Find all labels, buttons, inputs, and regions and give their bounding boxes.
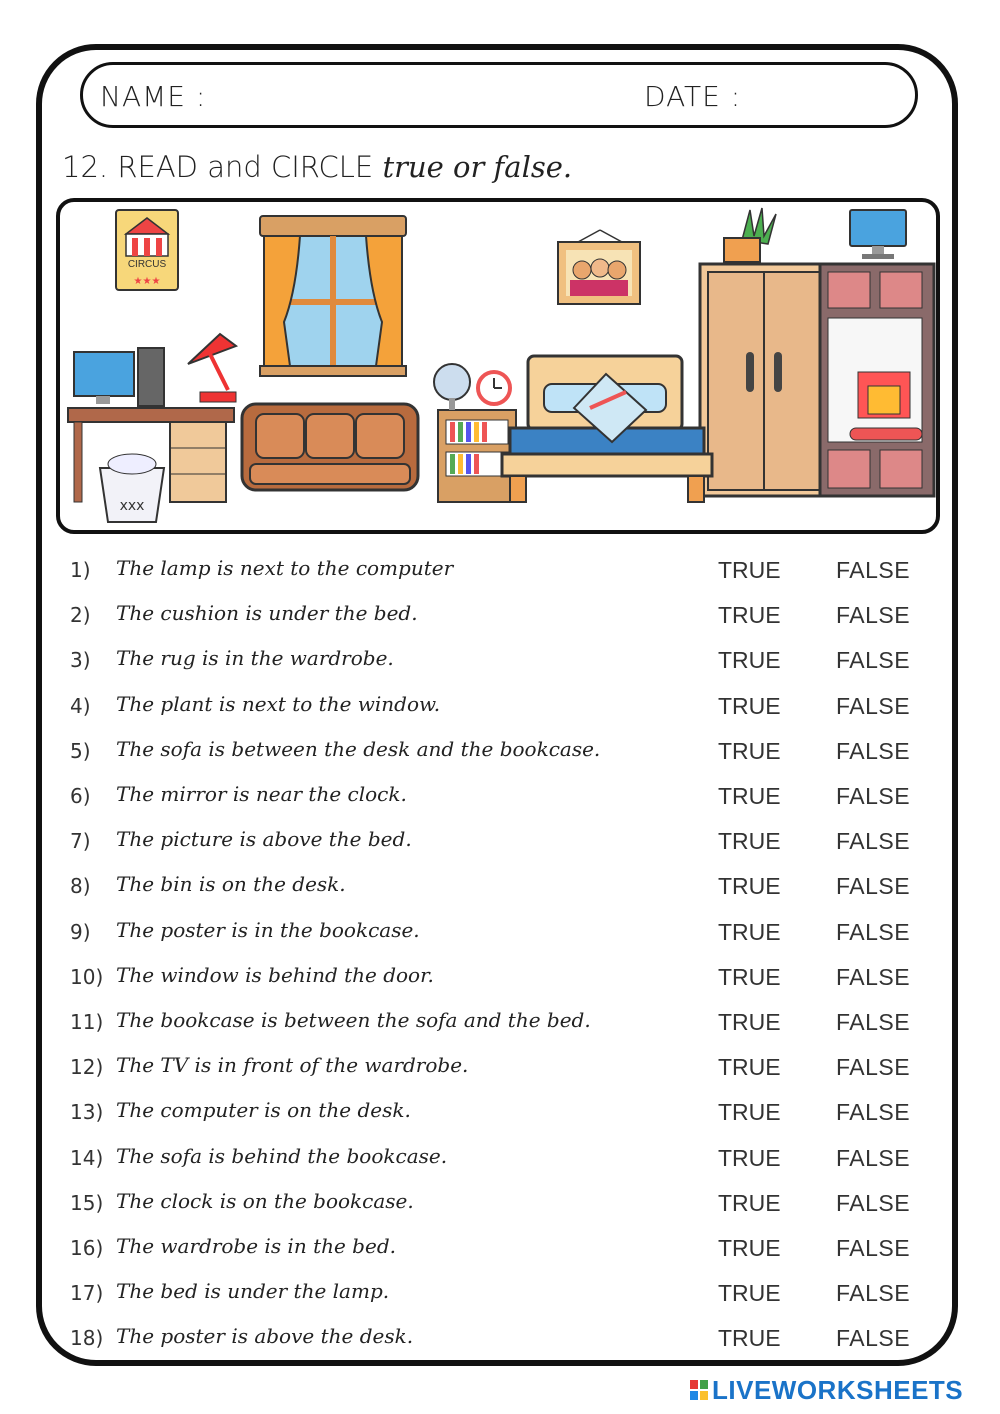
question-row — [60, 642, 940, 682]
question-number: 18) — [70, 1326, 104, 1351]
mirror — [434, 364, 470, 400]
sofa — [242, 404, 418, 490]
question-number: 8) — [70, 874, 91, 899]
question-number: 7) — [70, 829, 91, 854]
question-row — [60, 1004, 940, 1044]
brand-text: LIVEWORKSHEETS — [712, 1374, 964, 1405]
true-option[interactable]: TRUE — [718, 557, 781, 583]
question-row — [60, 688, 940, 728]
false-option[interactable]: FALSE — [836, 602, 911, 629]
true-option[interactable]: TRUE — [718, 873, 781, 900]
instruction-rest: true or false. — [382, 150, 573, 184]
question-text: The picture is above the bed. — [116, 827, 412, 852]
bedroom-illustration — [56, 198, 940, 534]
question-number: 14) — [70, 1145, 104, 1170]
question-text: The poster is above the desk. — [116, 1324, 414, 1349]
question-row — [60, 1320, 940, 1360]
false-option[interactable]: FALSE — [836, 1009, 911, 1035]
false-option[interactable]: FALSE — [836, 692, 911, 719]
monitor-on-wardrobe — [850, 210, 906, 259]
bed — [502, 356, 712, 502]
true-option[interactable]: TRUE — [718, 737, 781, 764]
question-text: The TV is in front of the wardrobe. — [116, 1053, 469, 1078]
true-option[interactable]: TRUE — [718, 647, 781, 674]
false-option[interactable]: FALSE — [836, 1235, 911, 1261]
question-text: The lamp is next to the computer — [116, 556, 454, 580]
false-option[interactable]: FALSE — [836, 873, 911, 900]
false-option[interactable]: FALSE — [836, 1144, 911, 1171]
question-number: 12) — [70, 1055, 104, 1080]
question-number: 17) — [70, 1281, 104, 1306]
question-row — [60, 1140, 940, 1180]
question-number: 5) — [70, 738, 91, 763]
question-number: 4) — [70, 693, 91, 718]
question-row — [60, 1230, 940, 1270]
question-row — [60, 597, 940, 637]
question-row — [60, 778, 940, 818]
question-number: 11) — [70, 1010, 104, 1034]
question-text: The bed is under the lamp. — [116, 1279, 390, 1304]
exercise-number: 12. — [62, 150, 109, 184]
true-option[interactable]: TRUE — [718, 602, 781, 629]
question-text: The bin is on the desk. — [116, 872, 346, 897]
true-option[interactable]: TRUE — [718, 828, 781, 855]
question-row — [60, 552, 940, 592]
question-number: 3) — [70, 648, 91, 673]
false-option[interactable]: FALSE — [836, 1189, 911, 1216]
question-row — [60, 959, 940, 999]
true-option[interactable]: TRUE — [718, 1235, 781, 1261]
question-number: 16) — [70, 1236, 104, 1260]
false-option[interactable]: FALSE — [836, 963, 911, 990]
question-text: The cushion is under the bed. — [116, 601, 418, 626]
true-option[interactable]: TRUE — [718, 1189, 781, 1216]
question-text: The rug is in the wardrobe. — [116, 646, 394, 671]
svg-text:★★★: ★★★ — [133, 276, 161, 287]
question-row — [60, 1049, 940, 1089]
question-text: The bookcase is between the sofa and the bed. — [116, 1008, 591, 1032]
true-option[interactable]: TRUE — [718, 1099, 781, 1126]
question-text: The plant is next to the window. — [116, 691, 441, 716]
question-number: 13) — [70, 1100, 104, 1125]
true-option[interactable]: TRUE — [718, 1009, 781, 1035]
question-number: 2) — [70, 603, 91, 628]
question-text: The window is behind the door. — [116, 962, 434, 987]
question-number: 15) — [70, 1190, 104, 1215]
question-text: The mirror is near the clock. — [116, 782, 407, 806]
false-option[interactable]: FALSE — [836, 647, 911, 674]
question-text: The computer is on the desk. — [116, 1098, 411, 1123]
bedroom-scene — [60, 202, 936, 530]
true-option[interactable]: TRUE — [718, 918, 781, 945]
true-option[interactable]: TRUE — [718, 963, 781, 990]
false-option[interactable]: FALSE — [836, 1054, 911, 1081]
true-option[interactable]: TRUE — [718, 1054, 781, 1081]
bookcase — [434, 364, 516, 502]
false-option[interactable]: FALSE — [836, 1325, 911, 1352]
date-label: DATE : — [644, 80, 742, 113]
false-option[interactable]: FALSE — [836, 1280, 911, 1307]
instruction-read: READ and CIRCLE — [117, 150, 374, 184]
family-picture — [558, 230, 640, 304]
false-option[interactable]: FALSE — [836, 918, 911, 945]
false-option[interactable]: FALSE — [836, 828, 911, 855]
instruction — [62, 150, 572, 184]
question-row — [60, 733, 940, 773]
wardrobe — [700, 264, 934, 496]
question-row — [60, 1275, 940, 1315]
question-text: The sofa is between the desk and the bookcase. — [116, 736, 601, 761]
question-row — [60, 1094, 940, 1134]
question-row — [60, 868, 940, 908]
false-option[interactable]: FALSE — [836, 557, 911, 583]
question-text: The wardrobe is in the bed. — [116, 1234, 396, 1258]
circus-poster — [116, 210, 178, 290]
question-number: 9) — [70, 919, 91, 944]
false-option[interactable]: FALSE — [836, 783, 911, 809]
question-number: 10) — [70, 964, 104, 989]
true-option[interactable]: TRUE — [718, 692, 781, 719]
true-option[interactable]: TRUE — [718, 783, 781, 809]
name-label: NAME : — [100, 80, 207, 113]
bin — [100, 454, 164, 522]
poster-text: CIRCUS — [127, 259, 167, 270]
false-option[interactable]: FALSE — [836, 737, 911, 764]
question-text: The clock is on the bookcase. — [116, 1188, 414, 1213]
false-option[interactable]: FALSE — [836, 1099, 911, 1126]
question-row — [60, 823, 940, 863]
true-option[interactable]: TRUE — [718, 1144, 781, 1171]
true-option[interactable]: TRUE — [718, 1280, 781, 1307]
plant — [724, 208, 776, 262]
question-row — [60, 1185, 940, 1225]
question-text: The poster is in the bookcase. — [116, 917, 420, 942]
window — [260, 216, 406, 376]
question-text: The sofa is behind the bookcase. — [116, 1143, 448, 1168]
question-number: 1) — [70, 558, 91, 582]
liveworksheets-brand — [690, 1376, 963, 1404]
liveworksheets-logo-icon — [690, 1378, 708, 1402]
true-option[interactable]: TRUE — [718, 1325, 781, 1352]
svg-text:xxx: xxx — [119, 498, 145, 514]
question-number: 6) — [70, 784, 91, 808]
question-row — [60, 914, 940, 954]
